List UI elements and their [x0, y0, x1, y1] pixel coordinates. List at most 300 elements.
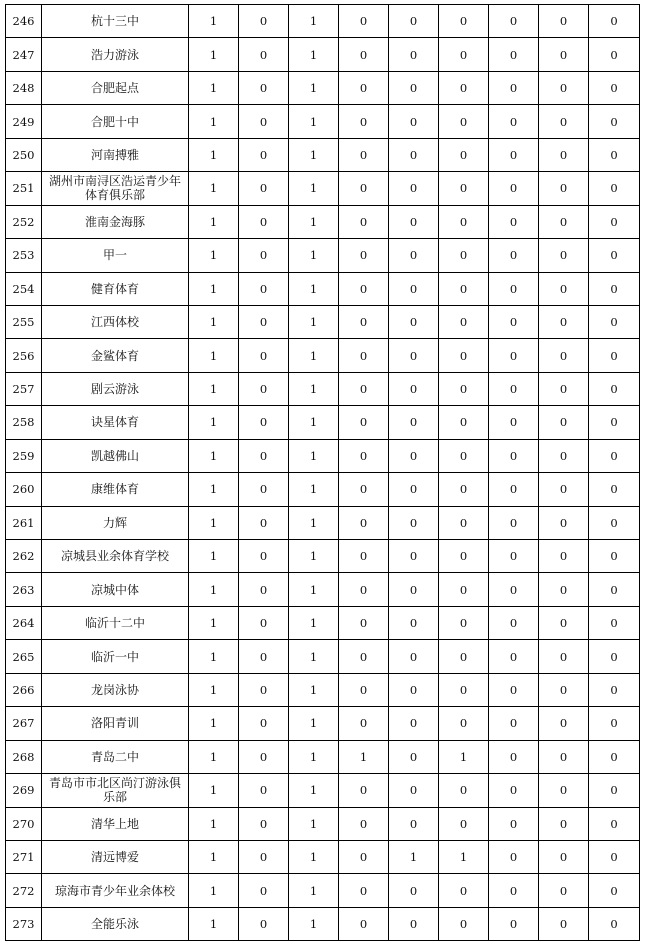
- team-name: 洛阳青训: [42, 707, 189, 740]
- value-cell: 0: [239, 172, 289, 205]
- value-cell: 0: [439, 406, 489, 439]
- value-cell: 1: [289, 439, 339, 472]
- row-number: 266: [6, 673, 42, 706]
- value-cell: 0: [489, 540, 539, 573]
- value-cell: 1: [189, 339, 239, 372]
- table-row: [6, 774, 640, 807]
- value-cell: 0: [489, 473, 539, 506]
- table-row: [6, 606, 640, 639]
- table-row: [6, 138, 640, 171]
- value-cell: 0: [489, 807, 539, 840]
- value-cell: 0: [589, 5, 640, 38]
- value-cell: 0: [539, 172, 589, 205]
- value-cell: 0: [439, 38, 489, 71]
- value-cell: 0: [389, 740, 439, 773]
- value-cell: 1: [189, 473, 239, 506]
- value-cell: 0: [589, 138, 640, 171]
- table-row: [6, 239, 640, 272]
- value-cell: 0: [589, 840, 640, 873]
- value-cell: 0: [339, 774, 389, 807]
- value-cell: 0: [239, 874, 289, 907]
- value-cell: 0: [439, 372, 489, 405]
- value-cell: 0: [239, 606, 289, 639]
- value-cell: 1: [339, 740, 389, 773]
- value-cell: 0: [589, 707, 640, 740]
- value-cell: 0: [339, 272, 389, 305]
- value-cell: 0: [489, 372, 539, 405]
- value-cell: 0: [389, 305, 439, 338]
- value-cell: 0: [589, 874, 640, 907]
- value-cell: 0: [539, 71, 589, 104]
- row-number: 260: [6, 473, 42, 506]
- value-cell: 0: [539, 807, 589, 840]
- value-cell: 1: [289, 673, 339, 706]
- value-cell: 0: [589, 272, 640, 305]
- value-cell: 0: [589, 774, 640, 807]
- table-row: [6, 372, 640, 405]
- value-cell: 1: [189, 640, 239, 673]
- value-cell: 0: [439, 673, 489, 706]
- value-cell: 1: [189, 807, 239, 840]
- value-cell: 1: [289, 640, 339, 673]
- value-cell: 0: [239, 573, 289, 606]
- value-cell: 0: [589, 105, 640, 138]
- value-cell: 1: [289, 774, 339, 807]
- team-name: 龙岗泳协: [42, 673, 189, 706]
- table-body: [6, 5, 640, 941]
- results-table: [5, 4, 640, 941]
- table-row: [6, 707, 640, 740]
- value-cell: 0: [239, 540, 289, 573]
- value-cell: 0: [339, 540, 389, 573]
- value-cell: 0: [389, 38, 439, 71]
- team-name: 全能乐泳: [42, 907, 189, 940]
- row-number: 270: [6, 807, 42, 840]
- value-cell: 0: [239, 506, 289, 539]
- value-cell: 0: [589, 640, 640, 673]
- team-name: 合肥起点: [42, 71, 189, 104]
- value-cell: 1: [289, 473, 339, 506]
- value-cell: 0: [439, 239, 489, 272]
- team-name: 河南搏雅: [42, 138, 189, 171]
- table-row: [6, 305, 640, 338]
- team-name: 剧云游泳: [42, 372, 189, 405]
- value-cell: 1: [189, 71, 239, 104]
- value-cell: 0: [489, 740, 539, 773]
- value-cell: 0: [389, 640, 439, 673]
- value-cell: 0: [439, 606, 489, 639]
- value-cell: 0: [239, 907, 289, 940]
- value-cell: 1: [289, 339, 339, 372]
- value-cell: 0: [589, 673, 640, 706]
- value-cell: 0: [389, 272, 439, 305]
- team-name: 清华上地: [42, 807, 189, 840]
- value-cell: 0: [539, 707, 589, 740]
- table-row: [6, 506, 640, 539]
- table-row: [6, 640, 640, 673]
- value-cell: 1: [289, 305, 339, 338]
- value-cell: 0: [389, 807, 439, 840]
- value-cell: 0: [589, 305, 640, 338]
- team-name: 琼海市青少年业余体校: [42, 874, 189, 907]
- value-cell: 0: [239, 406, 289, 439]
- value-cell: 0: [589, 372, 640, 405]
- team-name: 青岛市市北区尚汀游泳俱乐部: [42, 774, 189, 807]
- value-cell: 0: [489, 105, 539, 138]
- value-cell: 1: [289, 540, 339, 573]
- row-number: 269: [6, 774, 42, 807]
- row-number: 272: [6, 874, 42, 907]
- value-cell: 0: [489, 506, 539, 539]
- value-cell: 1: [189, 372, 239, 405]
- value-cell: 1: [289, 874, 339, 907]
- row-number: 268: [6, 740, 42, 773]
- value-cell: 0: [489, 707, 539, 740]
- value-cell: 0: [439, 172, 489, 205]
- value-cell: 0: [389, 339, 439, 372]
- row-number: 255: [6, 305, 42, 338]
- value-cell: 1: [289, 506, 339, 539]
- value-cell: 0: [589, 172, 640, 205]
- value-cell: 0: [339, 138, 389, 171]
- value-cell: 1: [189, 840, 239, 873]
- value-cell: 0: [239, 807, 289, 840]
- value-cell: 1: [289, 372, 339, 405]
- value-cell: 1: [389, 840, 439, 873]
- team-name: 金鲨体育: [42, 339, 189, 372]
- value-cell: 0: [589, 339, 640, 372]
- value-cell: 1: [189, 305, 239, 338]
- value-cell: 1: [289, 172, 339, 205]
- value-cell: 0: [589, 907, 640, 940]
- value-cell: 0: [539, 540, 589, 573]
- value-cell: 0: [439, 105, 489, 138]
- value-cell: 0: [239, 71, 289, 104]
- value-cell: 1: [289, 840, 339, 873]
- value-cell: 0: [389, 907, 439, 940]
- value-cell: 0: [589, 573, 640, 606]
- row-number: 254: [6, 272, 42, 305]
- value-cell: 0: [489, 573, 539, 606]
- value-cell: 1: [189, 272, 239, 305]
- table-row: [6, 105, 640, 138]
- table-row: [6, 473, 640, 506]
- row-number: 267: [6, 707, 42, 740]
- value-cell: 0: [589, 439, 640, 472]
- value-cell: 0: [389, 172, 439, 205]
- value-cell: 1: [189, 774, 239, 807]
- value-cell: 1: [289, 406, 339, 439]
- value-cell: 1: [289, 138, 339, 171]
- value-cell: 0: [239, 774, 289, 807]
- value-cell: 1: [189, 606, 239, 639]
- value-cell: 1: [289, 38, 339, 71]
- value-cell: 0: [489, 172, 539, 205]
- team-name: 杭十三中: [42, 5, 189, 38]
- value-cell: 0: [589, 740, 640, 773]
- row-number: 249: [6, 105, 42, 138]
- value-cell: 0: [389, 5, 439, 38]
- team-name: 力辉: [42, 506, 189, 539]
- table-row: [6, 38, 640, 71]
- value-cell: 0: [489, 640, 539, 673]
- value-cell: 1: [289, 707, 339, 740]
- row-number: 247: [6, 38, 42, 71]
- value-cell: 0: [389, 506, 439, 539]
- row-number: 259: [6, 439, 42, 472]
- value-cell: 0: [389, 573, 439, 606]
- value-cell: 1: [189, 239, 239, 272]
- value-cell: 0: [239, 439, 289, 472]
- value-cell: 0: [439, 5, 489, 38]
- row-number: 261: [6, 506, 42, 539]
- row-number: 252: [6, 205, 42, 238]
- value-cell: 1: [189, 38, 239, 71]
- value-cell: 0: [489, 673, 539, 706]
- table-row: [6, 540, 640, 573]
- value-cell: 0: [539, 305, 589, 338]
- value-cell: 0: [389, 105, 439, 138]
- value-cell: 0: [339, 874, 389, 907]
- team-name: 清远博爱: [42, 840, 189, 873]
- value-cell: 0: [339, 439, 389, 472]
- row-number: 263: [6, 573, 42, 606]
- value-cell: 0: [539, 138, 589, 171]
- value-cell: 0: [339, 239, 389, 272]
- team-name: 凯越佛山: [42, 439, 189, 472]
- value-cell: 0: [389, 71, 439, 104]
- value-cell: 0: [489, 406, 539, 439]
- value-cell: 0: [239, 38, 289, 71]
- value-cell: 0: [589, 540, 640, 573]
- value-cell: 1: [189, 874, 239, 907]
- value-cell: 0: [339, 907, 389, 940]
- row-number: 257: [6, 372, 42, 405]
- table-row: [6, 71, 640, 104]
- value-cell: 0: [389, 372, 439, 405]
- value-cell: 1: [189, 5, 239, 38]
- value-cell: 1: [289, 272, 339, 305]
- value-cell: 0: [439, 339, 489, 372]
- value-cell: 0: [389, 874, 439, 907]
- value-cell: 0: [339, 606, 389, 639]
- value-cell: 0: [239, 272, 289, 305]
- table-row: [6, 907, 640, 940]
- value-cell: 0: [439, 573, 489, 606]
- team-name: 湖州市南浔区浩运青少年体育俱乐部: [42, 172, 189, 205]
- value-cell: 0: [489, 907, 539, 940]
- value-cell: 0: [439, 205, 489, 238]
- row-number: 256: [6, 339, 42, 372]
- value-cell: 0: [489, 874, 539, 907]
- value-cell: 0: [539, 673, 589, 706]
- value-cell: 1: [289, 606, 339, 639]
- value-cell: 0: [439, 907, 489, 940]
- value-cell: 0: [489, 840, 539, 873]
- value-cell: 1: [189, 673, 239, 706]
- value-cell: 0: [389, 439, 439, 472]
- value-cell: 0: [439, 473, 489, 506]
- value-cell: 0: [339, 473, 389, 506]
- table-row: [6, 339, 640, 372]
- value-cell: 0: [239, 205, 289, 238]
- value-cell: 0: [239, 339, 289, 372]
- table-row: [6, 439, 640, 472]
- value-cell: 0: [239, 840, 289, 873]
- value-cell: 0: [439, 874, 489, 907]
- table-row: [6, 205, 640, 238]
- value-cell: 0: [389, 540, 439, 573]
- value-cell: 1: [189, 540, 239, 573]
- value-cell: 1: [189, 406, 239, 439]
- row-number: 250: [6, 138, 42, 171]
- value-cell: 0: [539, 473, 589, 506]
- value-cell: 0: [539, 506, 589, 539]
- value-cell: 0: [439, 71, 489, 104]
- value-cell: 1: [189, 439, 239, 472]
- value-cell: 0: [539, 372, 589, 405]
- value-cell: 0: [239, 5, 289, 38]
- value-cell: 0: [489, 439, 539, 472]
- value-cell: 0: [239, 673, 289, 706]
- value-cell: 0: [539, 406, 589, 439]
- value-cell: 0: [239, 640, 289, 673]
- value-cell: 0: [239, 138, 289, 171]
- row-number: 258: [6, 406, 42, 439]
- value-cell: 0: [489, 5, 539, 38]
- value-cell: 1: [439, 840, 489, 873]
- value-cell: 0: [439, 138, 489, 171]
- value-cell: 0: [339, 71, 389, 104]
- value-cell: 0: [389, 707, 439, 740]
- value-cell: 0: [439, 774, 489, 807]
- value-cell: 0: [539, 573, 589, 606]
- table-row: [6, 874, 640, 907]
- team-name: 凉城中体: [42, 573, 189, 606]
- team-name: 健育体育: [42, 272, 189, 305]
- team-name: 甲一: [42, 239, 189, 272]
- value-cell: 0: [339, 38, 389, 71]
- value-cell: 0: [389, 673, 439, 706]
- value-cell: 0: [339, 372, 389, 405]
- value-cell: 1: [289, 205, 339, 238]
- value-cell: 0: [589, 205, 640, 238]
- value-cell: 0: [489, 71, 539, 104]
- value-cell: 1: [189, 907, 239, 940]
- value-cell: 0: [539, 105, 589, 138]
- table-row: [6, 172, 640, 205]
- value-cell: 0: [389, 205, 439, 238]
- value-cell: 0: [339, 506, 389, 539]
- value-cell: 0: [439, 272, 489, 305]
- value-cell: 0: [489, 606, 539, 639]
- row-number: 248: [6, 71, 42, 104]
- value-cell: 0: [239, 305, 289, 338]
- value-cell: 0: [339, 339, 389, 372]
- value-cell: 0: [439, 807, 489, 840]
- value-cell: 0: [339, 205, 389, 238]
- team-name: 淮南金海豚: [42, 205, 189, 238]
- table-row: [6, 573, 640, 606]
- value-cell: 1: [289, 807, 339, 840]
- table-row: [6, 673, 640, 706]
- value-cell: 0: [539, 272, 589, 305]
- value-cell: 0: [539, 339, 589, 372]
- value-cell: 0: [239, 239, 289, 272]
- team-name: 临沂一中: [42, 640, 189, 673]
- value-cell: 0: [589, 473, 640, 506]
- value-cell: 0: [389, 239, 439, 272]
- value-cell: 0: [489, 239, 539, 272]
- row-number: 246: [6, 5, 42, 38]
- value-cell: 0: [539, 774, 589, 807]
- value-cell: 0: [439, 305, 489, 338]
- value-cell: 0: [539, 640, 589, 673]
- value-cell: 0: [389, 606, 439, 639]
- value-cell: 0: [539, 840, 589, 873]
- value-cell: 0: [589, 406, 640, 439]
- row-number: 264: [6, 606, 42, 639]
- value-cell: 0: [339, 807, 389, 840]
- value-cell: 0: [239, 372, 289, 405]
- value-cell: 0: [339, 840, 389, 873]
- row-number: 265: [6, 640, 42, 673]
- value-cell: 0: [339, 573, 389, 606]
- table-row: [6, 840, 640, 873]
- value-cell: 0: [589, 807, 640, 840]
- row-number: 271: [6, 840, 42, 873]
- value-cell: 0: [389, 138, 439, 171]
- team-name: 合肥十中: [42, 105, 189, 138]
- value-cell: 0: [589, 506, 640, 539]
- table-row: [6, 272, 640, 305]
- value-cell: 1: [189, 707, 239, 740]
- value-cell: 0: [339, 5, 389, 38]
- value-cell: 1: [189, 105, 239, 138]
- value-cell: 0: [489, 339, 539, 372]
- value-cell: 0: [339, 406, 389, 439]
- value-cell: 1: [289, 573, 339, 606]
- value-cell: 1: [189, 172, 239, 205]
- value-cell: 0: [589, 606, 640, 639]
- value-cell: 0: [239, 105, 289, 138]
- table-row: [6, 807, 640, 840]
- value-cell: 1: [189, 205, 239, 238]
- value-cell: 0: [539, 205, 589, 238]
- row-number: 253: [6, 239, 42, 272]
- value-cell: 0: [339, 105, 389, 138]
- value-cell: 0: [239, 473, 289, 506]
- value-cell: 1: [189, 740, 239, 773]
- value-cell: 1: [289, 907, 339, 940]
- value-cell: 1: [289, 105, 339, 138]
- value-cell: 1: [289, 71, 339, 104]
- value-cell: 0: [389, 406, 439, 439]
- value-cell: 1: [189, 573, 239, 606]
- value-cell: 0: [539, 5, 589, 38]
- row-number: 262: [6, 540, 42, 573]
- team-name: 江西体校: [42, 305, 189, 338]
- value-cell: 0: [539, 606, 589, 639]
- value-cell: 1: [189, 138, 239, 171]
- value-cell: 0: [389, 473, 439, 506]
- value-cell: 0: [389, 774, 439, 807]
- team-name: 诀星体育: [42, 406, 189, 439]
- value-cell: 0: [439, 640, 489, 673]
- value-cell: 0: [489, 38, 539, 71]
- value-cell: 0: [489, 205, 539, 238]
- value-cell: 0: [489, 305, 539, 338]
